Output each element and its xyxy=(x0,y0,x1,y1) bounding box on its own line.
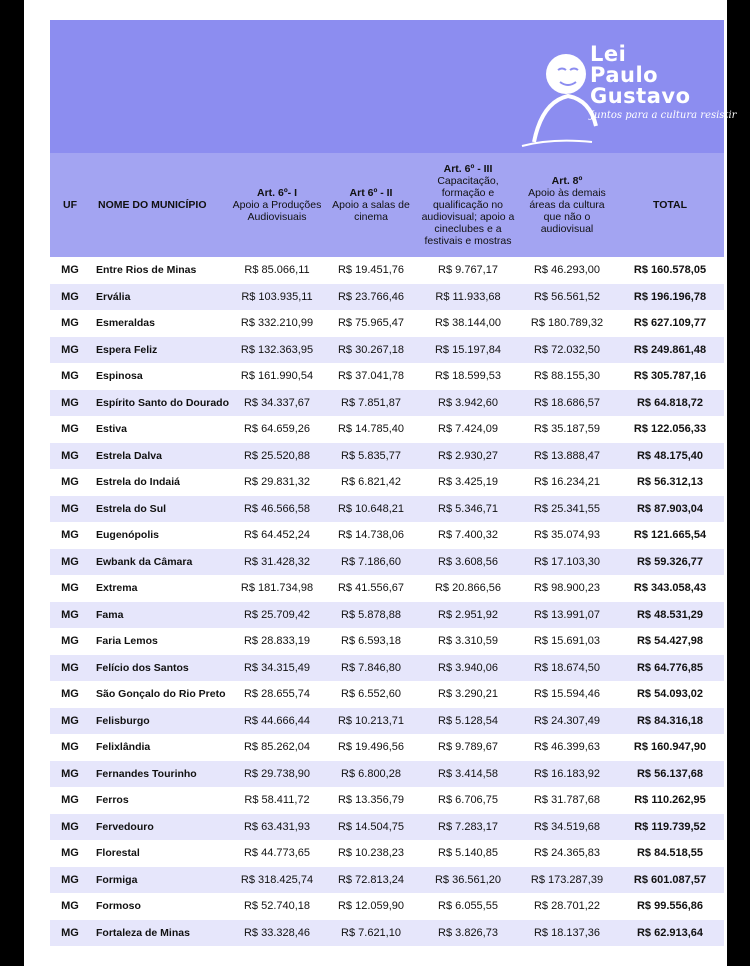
cell-art6iii: R$ 3.310,59 xyxy=(438,635,498,648)
cell-art6iii: R$ 36.561,20 xyxy=(434,873,502,886)
cell-art6i: R$ 161.990,54 xyxy=(240,370,314,383)
cell-art6ii: R$ 30.267,18 xyxy=(337,343,405,356)
cell-art8: R$ 88.155,30 xyxy=(533,370,601,383)
table-row xyxy=(50,867,724,894)
cell-art6i: R$ 318.425,74 xyxy=(240,873,314,886)
cell-art6i: R$ 28.833,19 xyxy=(243,635,311,648)
cell-art6i: R$ 34.315,49 xyxy=(243,661,311,674)
cell-art6iii: R$ 38.144,00 xyxy=(434,317,502,330)
lei-paulo-gustavo-logo xyxy=(510,42,737,152)
cell-municipio: Formoso xyxy=(96,900,141,913)
cell-art6ii: R$ 7.621,10 xyxy=(341,926,401,939)
cell-total: R$ 48.531,29 xyxy=(636,608,704,621)
cell-uf: MG xyxy=(61,555,79,568)
cell-art6iii: R$ 3.425,19 xyxy=(438,476,498,489)
cell-art6ii: R$ 5.878,88 xyxy=(341,608,401,621)
cell-total: R$ 110.262,95 xyxy=(634,794,706,807)
cell-art6i: R$ 64.659,26 xyxy=(243,423,311,436)
table-row xyxy=(50,734,724,761)
logo-line-3: Gustavo xyxy=(590,84,691,108)
cell-art6i: R$ 332.210,99 xyxy=(240,317,314,330)
cell-total: R$ 121.665,54 xyxy=(633,529,707,542)
cell-municipio: Estiva xyxy=(96,423,127,436)
cell-total: R$ 627.109,77 xyxy=(633,317,707,330)
cell-art6i: R$ 58.411,72 xyxy=(244,794,310,807)
cell-municipio: Felício dos Santos xyxy=(96,661,189,674)
cell-art6iii: R$ 9.789,67 xyxy=(438,741,498,754)
cell-total: R$ 305.787,16 xyxy=(633,370,707,383)
table-row xyxy=(50,284,724,311)
table-row xyxy=(50,920,724,947)
cell-art6ii: R$ 10.238,23 xyxy=(337,847,405,860)
cell-total: R$ 249.861,48 xyxy=(633,343,707,356)
cell-uf: MG xyxy=(61,502,79,515)
cell-uf: MG xyxy=(61,423,79,436)
cell-art6iii: R$ 15.197,84 xyxy=(434,343,502,356)
cell-total: R$ 343.058,43 xyxy=(633,582,707,595)
table-row xyxy=(50,575,724,602)
cell-art8: R$ 13.888,47 xyxy=(533,449,601,462)
cell-art6ii: R$ 7.846,80 xyxy=(341,661,401,674)
cell-total: R$ 119.739,52 xyxy=(634,820,706,833)
header-municipio: NOME DO MUNICÍPIO xyxy=(98,199,207,211)
cell-total: R$ 56.137,68 xyxy=(636,767,704,780)
cell-art6iii: R$ 3.826,73 xyxy=(438,926,498,939)
table-row xyxy=(50,681,724,708)
cell-art6ii: R$ 75.965,47 xyxy=(337,317,405,330)
cell-municipio: Fervedouro xyxy=(96,820,154,833)
cell-art8: R$ 35.187,59 xyxy=(533,423,601,436)
cell-municipio: Felixlândia xyxy=(96,741,151,754)
cell-total: R$ 122.056,33 xyxy=(633,423,707,436)
cell-municipio: Faria Lemos xyxy=(96,635,158,648)
cell-municipio: Estrela do Indaiá xyxy=(96,476,181,489)
cell-art6i: R$ 52.740,18 xyxy=(243,900,311,913)
header-uf: UF xyxy=(63,199,77,211)
cell-uf: MG xyxy=(61,343,79,356)
cell-total: R$ 56.312,13 xyxy=(636,476,704,489)
cell-art6i: R$ 25.520,88 xyxy=(243,449,311,462)
cell-municipio: Fama xyxy=(96,608,124,621)
cell-art6ii: R$ 23.766,46 xyxy=(337,290,405,303)
cell-uf: MG xyxy=(61,476,79,489)
cell-art6iii: R$ 6.055,55 xyxy=(438,900,498,913)
cell-total: R$ 54.093,02 xyxy=(636,688,704,701)
cell-art6iii: R$ 9.767,17 xyxy=(438,264,498,277)
cell-uf: MG xyxy=(61,290,79,303)
cell-art6ii: R$ 7.851,87 xyxy=(341,396,401,409)
cell-art6ii: R$ 19.451,76 xyxy=(337,264,405,277)
cell-uf: MG xyxy=(61,582,79,595)
logo-tagline: Juntos para a cultura resistir xyxy=(590,110,737,121)
cell-total: R$ 48.175,40 xyxy=(636,449,704,462)
header-art6iii: Art. 6º - III Capacitação, formação e qualificação no audiovisual; apoio a cineclubes e a festivais e mostras xyxy=(421,163,515,247)
cell-municipio: Fortaleza de Minas xyxy=(96,926,190,939)
cell-municipio: Estrela do Sul xyxy=(96,502,167,515)
cell-art8: R$ 34.519,68 xyxy=(533,820,601,833)
cell-uf: MG xyxy=(61,635,79,648)
cell-art6i: R$ 85.066,11 xyxy=(244,264,310,277)
cell-art6ii: R$ 12.059,90 xyxy=(337,900,405,913)
cell-art6ii: R$ 6.593,18 xyxy=(341,635,401,648)
cell-art6i: R$ 63.431,93 xyxy=(243,820,311,833)
cell-municipio: Estrela Dalva xyxy=(96,449,162,462)
cell-municipio: Esmeraldas xyxy=(96,317,155,330)
cell-art6iii: R$ 11.933,68 xyxy=(435,290,501,303)
cell-total: R$ 87.903,04 xyxy=(636,502,704,515)
cell-total: R$ 54.427,98 xyxy=(636,635,704,648)
cell-art8: R$ 46.399,63 xyxy=(533,741,601,754)
cell-total: R$ 64.776,85 xyxy=(636,661,704,674)
cell-art6ii: R$ 5.835,77 xyxy=(341,449,401,462)
cell-art8: R$ 31.787,68 xyxy=(533,794,601,807)
cell-municipio: São Gonçalo do Rio Preto xyxy=(96,688,226,701)
cell-municipio: Extrema xyxy=(96,582,138,595)
cell-uf: MG xyxy=(61,767,79,780)
cell-municipio: Eugenópolis xyxy=(96,529,159,542)
cell-art6iii: R$ 2.930,27 xyxy=(438,449,498,462)
allocation-table xyxy=(50,153,724,946)
cell-art8: R$ 17.103,30 xyxy=(533,555,601,568)
table-row xyxy=(50,522,724,549)
cell-municipio: Ervália xyxy=(96,290,131,303)
cell-uf: MG xyxy=(61,714,79,727)
logo-title xyxy=(590,44,691,107)
cell-art6iii: R$ 3.940,06 xyxy=(438,661,498,674)
cell-art8: R$ 16.183,92 xyxy=(533,767,601,780)
cell-art6i: R$ 46.566,58 xyxy=(243,502,311,515)
logo-line-2: Paulo xyxy=(590,63,659,87)
cell-art6i: R$ 28.655,74 xyxy=(243,688,311,701)
cell-art8: R$ 35.074,93 xyxy=(533,529,601,542)
cell-art6i: R$ 25.709,42 xyxy=(243,608,311,621)
cell-uf: MG xyxy=(61,370,79,383)
cell-municipio: Florestal xyxy=(96,847,140,860)
cell-art6i: R$ 103.935,11 xyxy=(241,290,313,303)
cell-art6ii: R$ 41.556,67 xyxy=(337,582,405,595)
cell-uf: MG xyxy=(61,317,79,330)
header-art8: Art. 8º Apoio às demais áreas da cultura que não o audiovisual xyxy=(528,175,606,235)
cell-art6iii: R$ 3.608,56 xyxy=(438,555,498,568)
table-row xyxy=(50,708,724,735)
cell-art8: R$ 15.691,03 xyxy=(533,635,601,648)
cell-art6ii: R$ 14.504,75 xyxy=(337,820,405,833)
table-header-row xyxy=(50,153,724,257)
table-row xyxy=(50,469,724,496)
cell-municipio: Formiga xyxy=(96,873,138,886)
cell-art6ii: R$ 37.041,78 xyxy=(337,370,405,383)
table-row xyxy=(50,310,724,337)
cell-municipio: Entre Rios de Minas xyxy=(96,264,197,277)
cell-art6i: R$ 44.666,44 xyxy=(243,714,311,727)
cell-art6ii: R$ 6.821,42 xyxy=(341,476,401,489)
cell-art8: R$ 180.789,32 xyxy=(530,317,604,330)
table-row xyxy=(50,840,724,867)
cell-art6iii: R$ 20.866,56 xyxy=(434,582,502,595)
cell-art8: R$ 18.674,50 xyxy=(533,661,601,674)
table-row xyxy=(50,257,724,284)
cell-art6ii: R$ 13.356,79 xyxy=(337,794,405,807)
cell-art6ii: R$ 14.738,06 xyxy=(337,529,405,542)
cell-art6ii: R$ 14.785,40 xyxy=(337,423,405,436)
cell-total: R$ 196.196,78 xyxy=(633,290,707,303)
cell-total: R$ 64.818,72 xyxy=(636,396,704,409)
cell-uf: MG xyxy=(61,820,79,833)
cell-total: R$ 601.087,57 xyxy=(633,873,707,886)
cell-municipio: Fernandes Tourinho xyxy=(96,767,197,780)
cell-total: R$ 99.556,86 xyxy=(636,900,704,913)
cell-art6ii: R$ 19.496,56 xyxy=(337,741,405,754)
cell-art8: R$ 15.594,46 xyxy=(533,688,601,701)
cell-art6i: R$ 64.452,24 xyxy=(243,529,311,542)
cell-uf: MG xyxy=(61,608,79,621)
cell-art8: R$ 25.341,55 xyxy=(533,502,601,515)
cell-municipio: Espinosa xyxy=(96,370,143,383)
cell-art6ii: R$ 10.213,71 xyxy=(337,714,405,727)
table-row xyxy=(50,443,724,470)
cell-art6iii: R$ 3.290,21 xyxy=(438,688,498,701)
cell-art8: R$ 98.900,23 xyxy=(533,582,601,595)
cell-art6i: R$ 33.328,46 xyxy=(243,926,311,939)
cell-uf: MG xyxy=(61,873,79,886)
cell-uf: MG xyxy=(61,900,79,913)
cell-municipio: Ferros xyxy=(96,794,129,807)
cell-uf: MG xyxy=(61,449,79,462)
table-row xyxy=(50,893,724,920)
table-row xyxy=(50,602,724,629)
cell-total: R$ 160.578,05 xyxy=(633,264,707,277)
cell-total: R$ 160.947,90 xyxy=(633,741,707,754)
table-row xyxy=(50,363,724,390)
table-body xyxy=(50,257,724,946)
cell-total: R$ 59.326,77 xyxy=(636,555,704,568)
cell-uf: MG xyxy=(61,926,79,939)
cell-art6iii: R$ 3.942,60 xyxy=(438,396,498,409)
cell-art6i: R$ 29.738,90 xyxy=(243,767,311,780)
table-row xyxy=(50,628,724,655)
cell-uf: MG xyxy=(61,741,79,754)
cell-uf: MG xyxy=(61,661,79,674)
cell-art6ii: R$ 10.648,21 xyxy=(337,502,405,515)
cell-art8: R$ 24.307,49 xyxy=(533,714,601,727)
cell-art6iii: R$ 7.424,09 xyxy=(438,423,498,436)
cell-art8: R$ 56.561,52 xyxy=(533,290,601,303)
cell-municipio: Espírito Santo do Dourado xyxy=(96,396,229,409)
cell-art6iii: R$ 6.706,75 xyxy=(438,794,498,807)
cell-art6ii: R$ 6.800,28 xyxy=(341,767,401,780)
table-row xyxy=(50,814,724,841)
cell-art6iii: R$ 18.599,53 xyxy=(434,370,502,383)
table-row xyxy=(50,655,724,682)
cell-art6i: R$ 85.262,04 xyxy=(243,741,311,754)
cell-art6ii: R$ 6.552,60 xyxy=(341,688,401,701)
cell-art6iii: R$ 5.140,85 xyxy=(438,847,498,860)
header-total: TOTAL xyxy=(652,199,688,211)
cell-art8: R$ 13.991,07 xyxy=(533,608,601,621)
cell-art6i: R$ 34.337,67 xyxy=(243,396,311,409)
cell-uf: MG xyxy=(61,847,79,860)
cell-art8: R$ 28.701,22 xyxy=(533,900,601,913)
cell-municipio: Espera Feliz xyxy=(96,343,158,356)
cell-uf: MG xyxy=(61,529,79,542)
cell-total: R$ 62.913,64 xyxy=(636,926,704,939)
table-row xyxy=(50,496,724,523)
header-banner xyxy=(50,20,737,153)
cell-art6iii: R$ 3.414,58 xyxy=(438,767,498,780)
portrait-logo-icon xyxy=(510,42,600,152)
cell-uf: MG xyxy=(61,264,79,277)
document-page xyxy=(24,0,737,966)
cell-art6ii: R$ 7.186,60 xyxy=(341,555,401,568)
cell-art6i: R$ 132.363,95 xyxy=(240,343,314,356)
cell-art8: R$ 18.686,57 xyxy=(533,396,601,409)
cell-art8: R$ 24.365,83 xyxy=(533,847,601,860)
table-row xyxy=(50,337,724,364)
cell-uf: MG xyxy=(61,396,79,409)
cell-art8: R$ 18.137,36 xyxy=(533,926,601,939)
cell-art8: R$ 46.293,00 xyxy=(533,264,601,277)
cell-art8: R$ 173.287,39 xyxy=(530,873,604,886)
header-art6ii: Art 6º - II Apoio a salas de cinema xyxy=(332,187,410,223)
table-row xyxy=(50,787,724,814)
table-row xyxy=(50,390,724,417)
cell-art6i: R$ 29.831,32 xyxy=(243,476,311,489)
table-row xyxy=(50,416,724,443)
table-row xyxy=(50,549,724,576)
cell-total: R$ 84.518,55 xyxy=(636,847,704,860)
cell-art6iii: R$ 7.400,32 xyxy=(438,529,498,542)
cell-art8: R$ 72.032,50 xyxy=(533,343,601,356)
cell-art6i: R$ 44.773,65 xyxy=(243,847,311,860)
cell-total: R$ 84.316,18 xyxy=(636,714,704,727)
cell-art6i: R$ 181.734,98 xyxy=(240,582,314,595)
cell-art6iii: R$ 5.128,54 xyxy=(438,714,498,727)
table-row xyxy=(50,761,724,788)
cell-uf: MG xyxy=(61,688,79,701)
cell-municipio: Ewbank da Câmara xyxy=(96,555,193,568)
cell-art8: R$ 16.234,21 xyxy=(533,476,601,489)
cell-art6ii: R$ 72.813,24 xyxy=(337,873,405,886)
cell-uf: MG xyxy=(61,794,79,807)
cell-art6iii: R$ 7.283,17 xyxy=(438,820,498,833)
cell-art6i: R$ 31.428,32 xyxy=(243,555,311,568)
cell-municipio: Felisburgo xyxy=(96,714,150,727)
logo-line-1: Lei xyxy=(590,42,627,66)
cell-art6iii: R$ 2.951,92 xyxy=(438,608,498,621)
cell-art6iii: R$ 5.346,71 xyxy=(438,502,498,515)
header-art6i: Art. 6º- I Apoio a Produções Audiovisuais xyxy=(232,187,322,223)
